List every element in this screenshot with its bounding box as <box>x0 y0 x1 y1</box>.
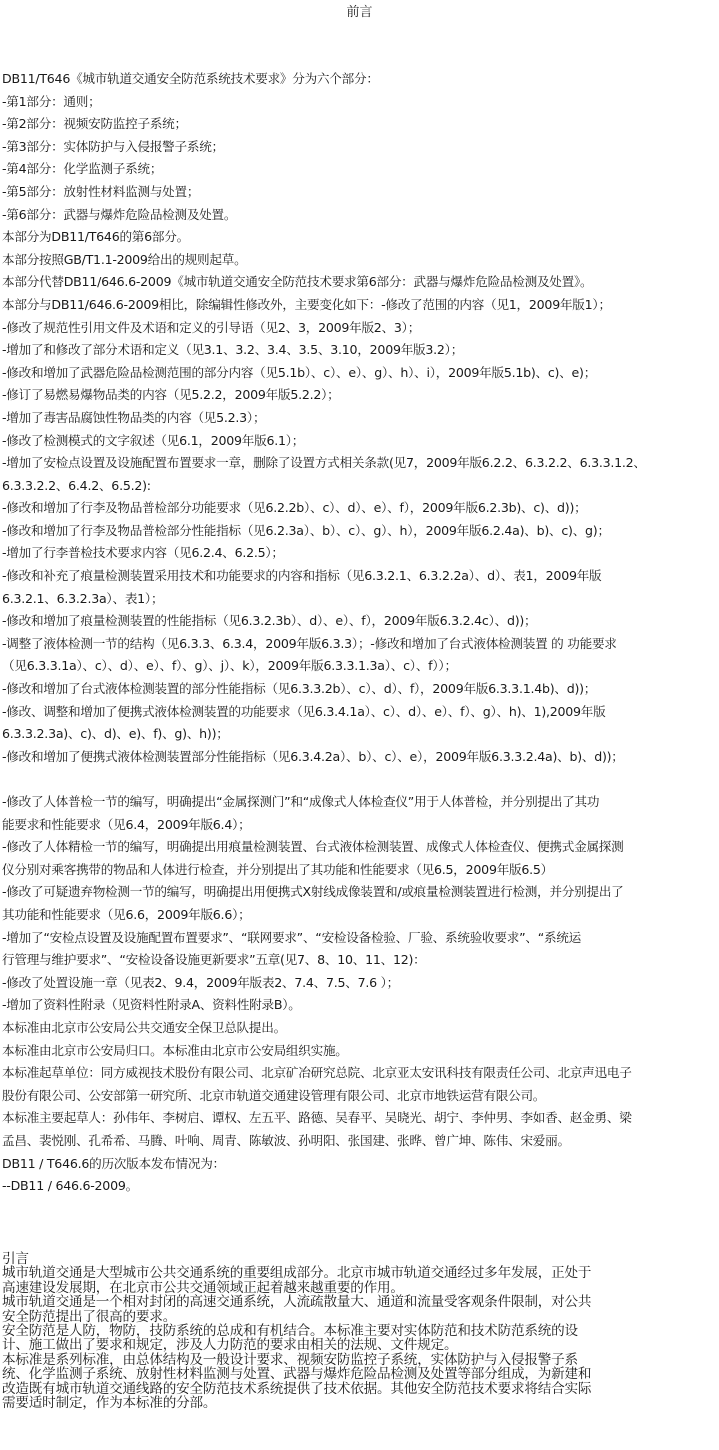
foreword-line: 股份有限公司、公安部第一研究所、北京市轨道交通建设管理有限公司、北京市地铁运营有限公司。 <box>2 1087 546 1103</box>
intro-line: 改造既有城市轨道交通线路的安全防范技术系统提供了技术依据。其他安全防范技术要求将结合实际 <box>2 1380 592 1397</box>
foreword-line: -修改和增加了武器危险品检测范围的部分内容（见5.1b）、c）、e）、g）、h）、i），2009年版5.1b)、c)、e)； <box>2 364 597 380</box>
foreword-line: -修改了处置设施一章（见表2、9.4，2009年版表2、7.4、7.5、7.6 ）； <box>2 974 399 990</box>
foreword-line: 本部分按照GB/T1.1-2009给出的规则起草。 <box>2 251 247 267</box>
foreword-line: 能要求和性能要求（见6.4，2009年版6.4）； <box>2 816 251 832</box>
foreword-line: 行管理与维护要求”、“安检设备设施更新要求”五章(见7、8、10、11、12)： <box>2 952 426 968</box>
foreword-line: （见6.3.3.1a）、c）、d）、e）、f）、g）、j）、k），2009年版6.3.3.1.3a）、c）、f））； <box>2 658 457 674</box>
page-title: 前言 <box>346 5 373 20</box>
foreword-line: 本部分代替DB11/646.6-2009《城市轨道交通安全防范技术要求第6部分：武器与爆炸危险品检测及处置》。 <box>2 274 593 290</box>
foreword-line: -修改和增加了便携式液体检测装置部分性能指标（见6.3.4.2a）、b）、c）、e），2009年版6.3.3.2.4a)、b)、d))； <box>2 748 624 764</box>
intro-line: 城市轨道交通是一个相对封闭的高速交通系统，人流疏散量大、通道和流量受客观条件限制，对公共 <box>2 1294 592 1311</box>
foreword-line: -修改了检测模式的文字叙述（见6.1，2009年版6.1）； <box>2 432 305 448</box>
foreword-line: -修改和增加了痕量检测装置的性能指标（见6.3.2.3b）、d）、e）、f），2009年版6.3.2.4c）、d))； <box>2 613 537 629</box>
foreword-line: -修改和增加了行李及物品普检部分性能指标（见6.2.3a）、b）、c）、g）、h），2009年版6.2.4a)、b)、c)、g)； <box>2 522 610 538</box>
foreword-line: 6.3.2.1、6.3.2.3a）、表1）； <box>2 590 164 606</box>
foreword-line: 其功能和性能要求（见6.6，2009年版6.6）； <box>2 906 251 922</box>
intro-line: 安全防范提出了很高的要求。 <box>2 1308 177 1325</box>
foreword-line: 本标准由北京市公安局公共交通安全保卫总队提出。 <box>2 1019 286 1035</box>
foreword-line: -修改、调整和增加了便携式液体检测装置的功能要求（见6.3.4.1a）、c）、d）、e）、f）、g）、h)、1),2009年版 <box>2 703 606 719</box>
foreword-line: -修改了可疑遗弃物检测一节的编写，明确提出用便携式X射线成像装置和/或痕量检测装置进行检测，并分别提出了 <box>2 884 624 900</box>
foreword-line: DB11/T646《城市轨道交通安全防范系统技术要求》分为六个部分： <box>2 71 379 86</box>
foreword-line: -修改和补充了痕量检测装置采用技术和功能要求的内容和指标（见6.3.2.1、6.3.2.2a）、d）、表1，2009年版 <box>2 568 602 584</box>
foreword-line: 本标准起草单位：同方威视技术股份有限公司、北京矿冶研究总院、北京亚太安讯科技有限责任公司、北京声迅电子 <box>2 1065 632 1081</box>
foreword-line: -修改和增加了台式液体检测装置的部分性能指标（见6.3.3.2b）、c）、d）、f），2009年版6.3.3.1.4b)、d))； <box>2 681 597 697</box>
foreword-line: 6.3.3.2.2、6.4.2、6.5.2): <box>2 477 151 493</box>
foreword-line: -增加了和修改了部分术语和定义（见3.1、3.2、3.4、3.5、3.10，2009年版3.2）； <box>2 342 464 358</box>
intro-line: 安全防范是人防，物防，技防系统的总成和有机结合。本标准主要对实体防范和技术防范系统的设 <box>2 1322 578 1339</box>
foreword-line: 本标准主要起草人：孙伟年、李树启、谭权、左五平、路德、吴春平、吴晓光、胡宁、李仲男、李如香、赵金勇、梁 <box>2 1110 632 1126</box>
foreword-line: -修订了易燃易爆物品类的内容（见5.2.2，2009年版5.2.2）； <box>2 387 340 403</box>
foreword-line: -增加了安检点设置及设施配置布置要求一章，删除了设置方式相关条款(见7，2009年版6.2.2、6.3.2.2、6.3.3.1.2、 <box>2 455 646 471</box>
foreword-line: -增加了“安检点设置及设施配置布置要求”、“联网要求”、“安检设备检验、厂验、系统验收要求”、“系统运 <box>2 929 581 945</box>
foreword-line: -调整了液体检测一节的结构（见6.3.3、6.3.4，2009年版6.3.3）；-修改和增加了台式液体检测装置 的 功能要求 <box>2 635 617 651</box>
introduction-section <box>2 1252 716 1410</box>
foreword-line: --DB11 / 646.6-2009。 <box>2 1178 138 1194</box>
foreword-line: -第6部分：武器与爆炸危险品检测及处置。 <box>2 206 237 222</box>
intro-line: 计、施工做出了要求和规定，涉及人力防范的要求由相关的法规、文件规定。 <box>2 1337 458 1354</box>
foreword-line: 孟昌、裴悦刚、孔希希、马腾、叶响、周青、陈敏波、孙明阳、张国建、张晔、曾广坤、陈伟、宋爱丽。 <box>2 1132 570 1148</box>
foreword-line: -第4部分：化学监测子系统； <box>2 161 163 177</box>
foreword-line: 本标准由北京市公安局归口。本标准由北京市公安局组织实施。 <box>2 1042 348 1058</box>
foreword-line: -修改了人体精检一节的编写，明确提出用痕量检测装置、台式液体检测装置、成像式人体检查仪、便携式金属探测 <box>2 839 624 855</box>
foreword-line: 本部分为DB11/T646的第6部分。 <box>2 229 189 245</box>
foreword-line: -修改和增加了行李及物品普检部分功能要求（见6.2.2b）、c）、d）、e）、f），2009年版6.2.3b)、c)、d))； <box>2 500 587 516</box>
intro-line: 城市轨道交通是大型城市公共交通系统的重要组成部分。北京市城市轨道交通经过多年发展，正处于 <box>2 1265 592 1282</box>
foreword-line: -修改了规范性引用文件及术语和定义的引导语（见2、3，2009年版2、3）； <box>2 319 421 335</box>
foreword-line: -第3部分：实体防护与入侵报警子系统； <box>2 138 224 154</box>
foreword-line: -增加了资料性附录（见资料性附录A、资料性附录B）。 <box>2 997 301 1013</box>
foreword-line: -第1部分：通则； <box>2 93 101 109</box>
foreword-line: -增加了行李普检技术要求内容（见6.2.4、6.2.5）； <box>2 545 284 561</box>
intro-line: 高速建设发展期，在北京市公共交通领域正起着越来越重要的作用。 <box>2 1279 404 1296</box>
intro-line: 需要适时制定，作为本标准的分部。 <box>2 1394 217 1411</box>
foreword-line: -第2部分：视频安防监控子系统； <box>2 116 187 132</box>
foreword-line: -增加了毒害品腐蚀性物品类的内容（见5.2.3）； <box>2 409 266 425</box>
foreword-section <box>2 68 718 1198</box>
foreword-line: 仪分别对乘客携带的物品和人体进行检查，并分别提出了其功能和性能要求（见6.5，2009年版6.5） <box>2 861 554 877</box>
foreword-line: 6.3.3.2.3a)、c)、d)、e)、f)、g)、h))； <box>2 726 229 742</box>
foreword-line: -第5部分：放射性材料监测与处置； <box>2 183 200 199</box>
foreword-line: DB11 / T646.6的历次版本发布情况为： <box>2 1155 225 1171</box>
foreword-line: -修改了人体普检一节的编写，明确提出“金属探测门”和“成像式人体检查仪”用于人体普检，并分别提出了其功 <box>2 794 600 809</box>
intro-line: 本标准是系列标准，由总体结构及一般设计要求、视频安防监控子系统，实体防护与入侵报警子系 <box>2 1351 578 1368</box>
intro-heading: 引言 <box>2 1251 29 1267</box>
intro-line: 统、化学监测子系统、放射性材料监测与处置、武器与爆炸危险品检测及处置等部分组成，为新建和 <box>2 1366 592 1383</box>
foreword-line: 本部分与DB11/646.6-2009相比，除编辑性修改外，主要变化如下：-修改了范围的内容（见1，2009年版1）； <box>2 296 611 312</box>
blank-line <box>2 768 718 791</box>
